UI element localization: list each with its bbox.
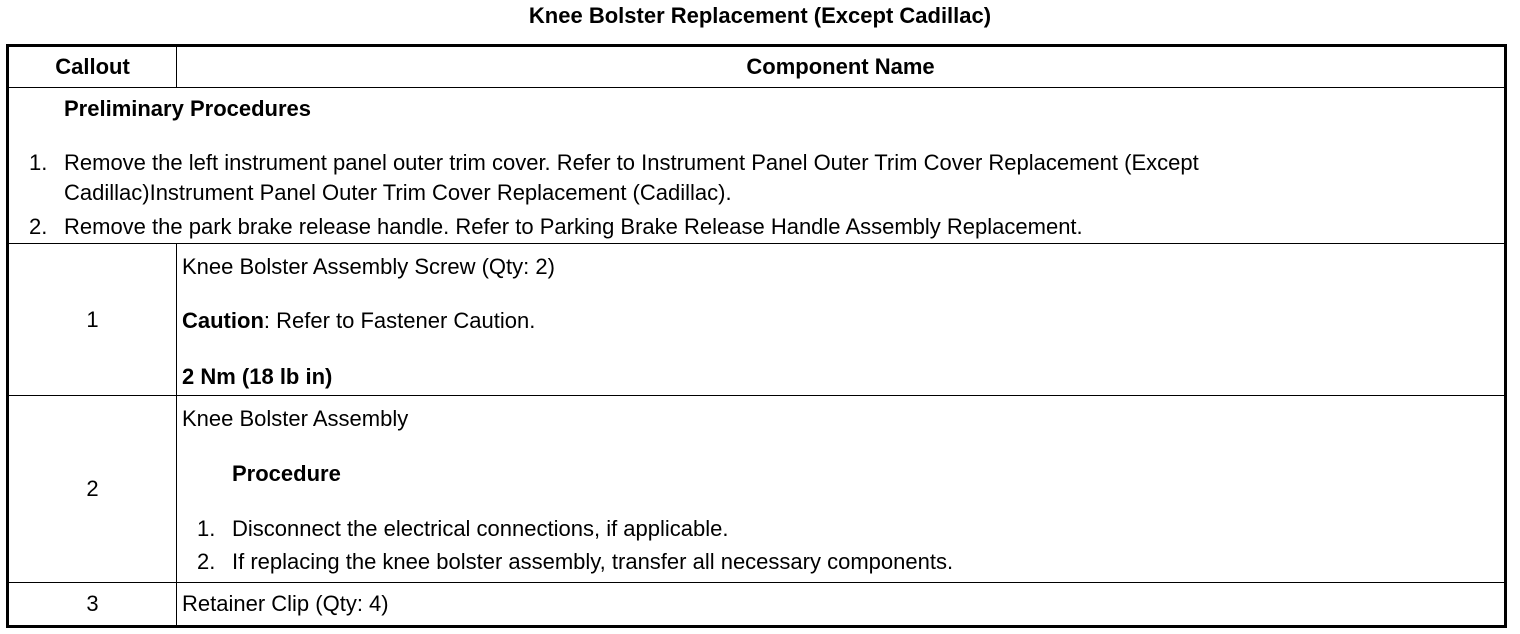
component-cell xyxy=(177,396,1506,583)
component-cell xyxy=(177,583,1506,627)
component-name: Retainer Clip (Qty: 4) xyxy=(182,591,389,616)
callout-cell: 1 xyxy=(8,244,177,396)
page-title: Knee Bolster Replacement (Except Cadillac) xyxy=(528,3,992,28)
caution-label: Caution xyxy=(182,308,264,333)
preliminary-procedures-cell xyxy=(8,88,1506,244)
procedure-step-text: Disconnect the electrical connections, if applicable. xyxy=(232,516,729,541)
procedure-step-text: If replacing the knee bolster assembly, transfer all necessary components. xyxy=(232,549,954,574)
preliminary-step-text: Remove the left instrument panel outer trim cover. Refer to Instrument Panel Outer Trim Cover Replacement (Except xyxy=(64,150,1199,175)
torque-spec: 2 Nm (18 lb in) xyxy=(182,364,333,389)
preliminary-step-text: Remove the park brake release handle. Refer to Parking Brake Release Handle Assembly Replacement. xyxy=(64,214,1083,239)
preliminary-step-number: 1. xyxy=(29,150,48,175)
caution-line xyxy=(182,306,535,336)
preliminary-row xyxy=(8,88,1506,244)
component-name: Knee Bolster Assembly xyxy=(182,406,409,431)
column-header-component-name: Component Name xyxy=(177,46,1506,88)
callout-cell: 3 xyxy=(8,583,177,627)
preliminary-step-text-continued: Cadillac)Instrument Panel Outer Trim Cover Replacement (Cadillac). xyxy=(64,180,732,205)
table-row xyxy=(8,244,1506,396)
procedure-step-number: 1. xyxy=(197,516,216,541)
callout-cell: 2 xyxy=(8,396,177,583)
table-header-row xyxy=(8,46,1506,88)
table-row xyxy=(8,583,1506,627)
component-name: Knee Bolster Assembly Screw (Qty: 2) xyxy=(182,254,555,279)
parts-table xyxy=(6,44,1507,628)
caution-text: : Refer to Fastener Caution. xyxy=(263,308,536,333)
table-row xyxy=(8,396,1506,583)
procedure-heading: Procedure xyxy=(232,461,341,486)
component-cell xyxy=(177,244,1506,396)
preliminary-procedures-heading: Preliminary Procedures xyxy=(64,96,312,121)
procedure-step-number: 2. xyxy=(197,549,216,574)
column-header-callout: Callout xyxy=(8,46,177,88)
preliminary-step-number: 2. xyxy=(29,214,48,239)
